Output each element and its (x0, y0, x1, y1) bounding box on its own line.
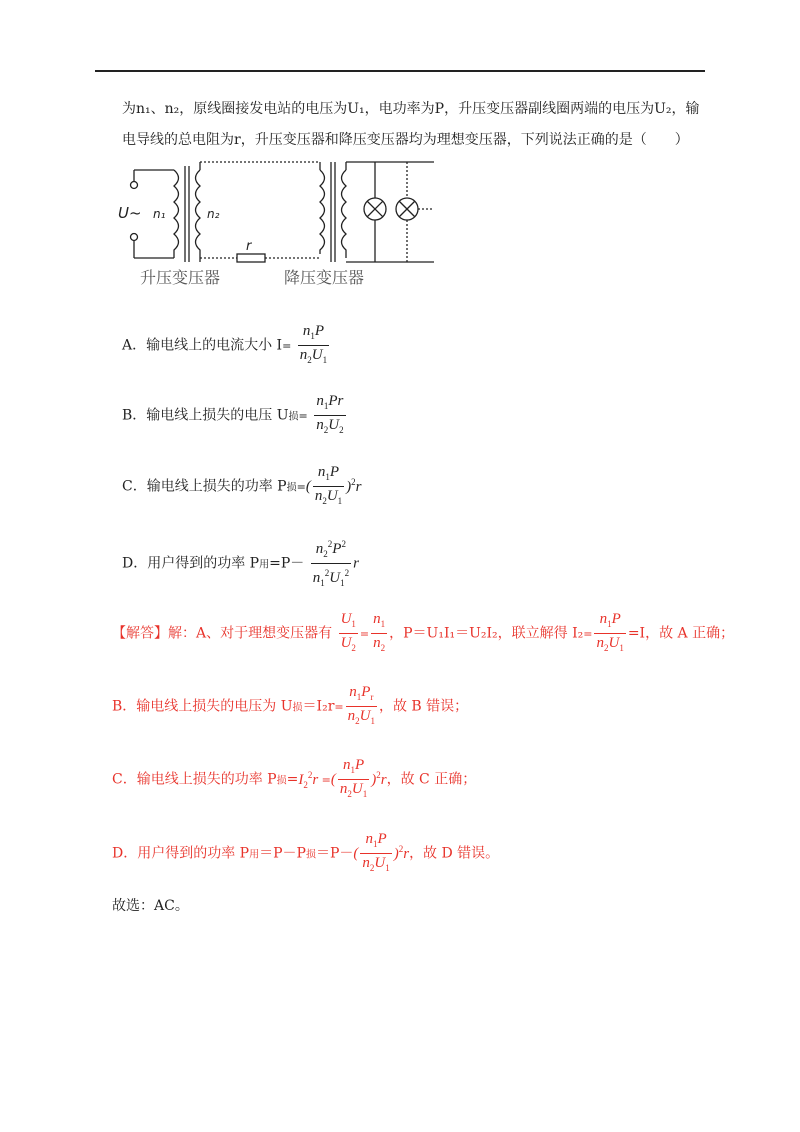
r-label: r (246, 239, 252, 254)
option-c-text: C．输电线上损失的功率 P (122, 478, 287, 495)
terminal-bottom (131, 234, 138, 241)
n2-label: n₂ (207, 207, 220, 221)
option-c-fraction: $\frac{n_1P}{n_2U_1}$ (314, 464, 343, 506)
n1-label: n₁ (153, 207, 166, 221)
solution-d: D．用户得到的功率 P用＝P－P损＝P－( $\frac{n_1P}{n_2U_1}$ )$^2$r，故 D 错误。 (112, 831, 500, 873)
option-b: B．输电线上损失的电压 U损= $\frac{n_1Pr}{n_2U_2}$ (122, 392, 348, 439)
terminal-top (131, 182, 138, 189)
option-b-fraction: $\frac{n_1Pr}{n_2U_2}$ (316, 393, 344, 435)
option-d-fraction: $\frac{n_2^2P^2}{n_1^2U_1^2}$ (311, 535, 351, 592)
solution-a: 【解答】解：A、对于理想变压器有 $\frac{U_1}{U_2}$ = $\frac{n_1}{n_2}$ ，P＝U₁I₁＝U₂I₂，联立解得 I₂= $\frac{n_1P}{n_2U_1}$ =I，故 A 正确； (112, 611, 735, 653)
solution-label: 【解答】 (112, 625, 168, 642)
source-label: U~ (118, 204, 142, 222)
step-down-label: 降压变压器 (284, 268, 365, 287)
option-c: C．输电线上损失的功率 P损=( $\frac{n_1P}{n_2U_1}$ )$^2$r (122, 463, 362, 510)
header-rule (95, 70, 705, 72)
option-d: D．用户得到的功率 P用=P－ $\frac{n_2^2P^2}{n_1^2U_1^2}$ r (122, 535, 359, 592)
option-a: A．输电线上的电流大小 I= $\frac{n_1P}{n_2U_1}$ (122, 322, 331, 369)
solution-b: B．输电线上损失的电压为 U损＝I₂r= $\frac{n_1P_r}{n_2U_1}$ ，故 B 错误； (112, 684, 469, 726)
option-a-text: A．输电线上的电流大小 I (122, 337, 283, 354)
transformer-circuit-diagram (112, 158, 442, 288)
option-a-fraction: $\frac{n_1P}{n_2U_1}$ (299, 323, 328, 365)
resistor-r (237, 254, 265, 262)
stepdown-secondary-coil (342, 170, 347, 258)
question-line-2: 电导线的总电阻为r，升压变压器和降压变压器均为理想变压器，下列说法正确的是（ ） (122, 132, 689, 148)
primary-coil-n1 (174, 170, 179, 258)
final-answer: 故选：AC。 (112, 898, 189, 914)
secondary-coil-n2 (196, 170, 201, 258)
option-b-text: B．输电线上损失的电压 U (122, 407, 289, 424)
step-up-label: 升压变压器 (140, 268, 221, 287)
question-line-1: 为n₁、n₂，原线圈接发电站的电压为U₁，电功率为P，升压变压器副线圈两端的电压为U₂，输 (122, 101, 700, 117)
solution-c: C．输电线上损失的功率 P损$=I_2^2r$ =( $\frac{n_1P}{n_2U_1}$ )$^2$r，故 C 正确； (112, 757, 477, 799)
stepdown-primary-coil (320, 170, 325, 254)
option-d-text: D．用户得到的功率 P (122, 555, 260, 572)
